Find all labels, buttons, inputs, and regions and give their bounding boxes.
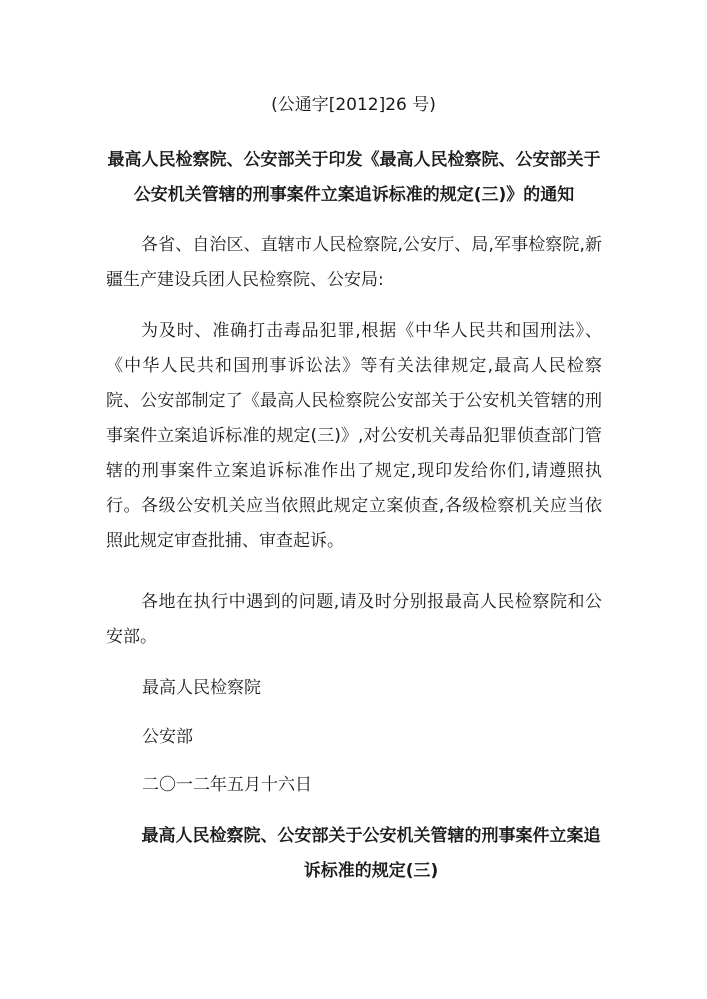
- document-number: (公通字[2012]26 号): [271, 95, 436, 115]
- signature-ministry: 公安部: [142, 727, 193, 747]
- signature-procuratorate: 最高人民检察院: [142, 678, 261, 698]
- salutation: 各省、自治区、直辖市人民检察院,公安厅、局,军事检察院,新疆生产建设兵团人民检察院、公安局:: [106, 235, 602, 290]
- document-date: 二〇一二年五月十六日: [142, 775, 312, 795]
- document-title: 最高人民检察院、公安部关于印发《最高人民检察院、公安部关于公安机关管辖的刑事案件立案追诉标准的规定(三)》的通知: [107, 150, 601, 205]
- body-paragraph-2: 各地在执行中遇到的问题,请及时分别报最高人民检察院和公安部。: [106, 592, 602, 647]
- body-paragraph-1: 为及时、准确打击毒品犯罪,根据《中华人民共和国刑法》、《中华人民共和国刑事诉讼法》等有关法律规定,最高人民检察院、公安部制定了《最高人民检察院公安部关于公安机关管辖的刑事案件立案追诉标准的规定(三)》,对公安机关毒品犯罪侦查部门管辖的刑事案件立案追诉标准作出了规定,现印发给你们,请遵照执行。各级公安机关应当依照此规定立案侦查,各级检察机关应当依照此规定审查批捕、审查起诉。: [106, 321, 602, 551]
- document-subtitle: 最高人民检察院、公安部关于公安机关管辖的刑事案件立案追诉标准的规定(三): [141, 826, 601, 881]
